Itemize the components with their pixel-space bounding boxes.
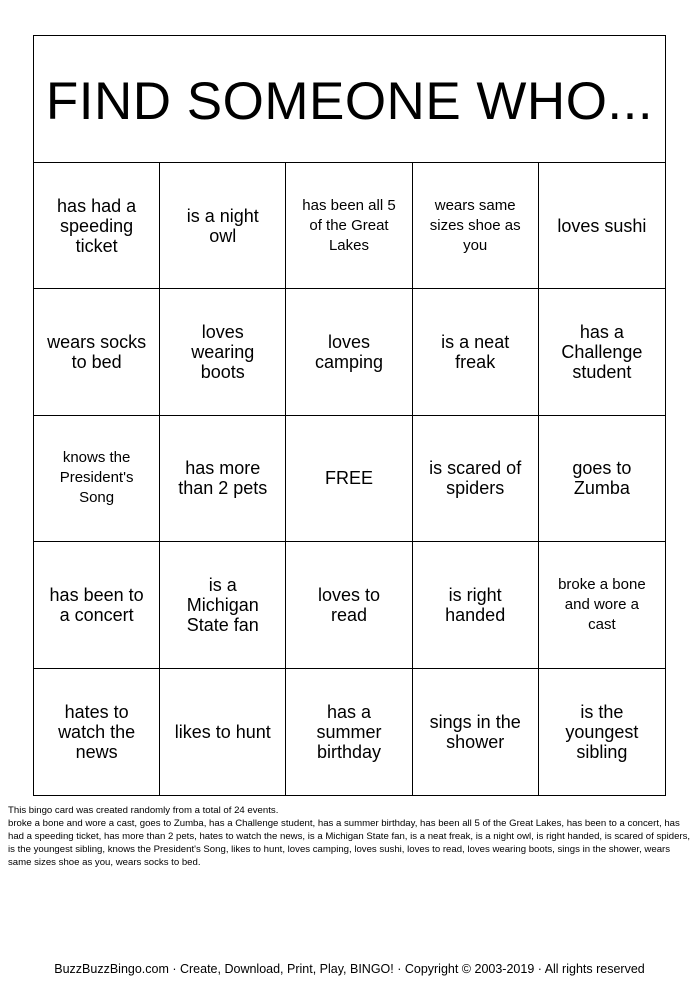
bingo-cell [160, 542, 286, 668]
cell-text: is a night owl [186, 205, 259, 246]
cell-text: wears socks to bed [47, 332, 147, 373]
bingo-cell [413, 163, 539, 289]
cell-text: likes to hunt [174, 721, 271, 742]
bingo-cell [160, 289, 286, 415]
bingo-cell [34, 416, 160, 542]
cell-text: is a neat freak [441, 332, 510, 373]
card-title: FIND SOMEONE WHO... [34, 36, 665, 163]
cell-text: loves to read [317, 584, 380, 625]
bingo-cell [539, 163, 665, 289]
cell-text: has a Challenge student [561, 322, 643, 383]
cell-text: has more than 2 pets [178, 458, 268, 499]
cell-text: goes to Zumba [572, 458, 632, 499]
bingo-cell [160, 163, 286, 289]
bingo-cell [413, 669, 539, 795]
cell-text: is a Michigan State fan [186, 574, 259, 635]
bingo-cell [286, 163, 412, 289]
bingo-cell [286, 669, 412, 795]
bingo-cell [34, 669, 160, 795]
cell-text: sings in the shower [429, 711, 521, 752]
bingo-cell [539, 416, 665, 542]
free-space-cell [286, 416, 412, 542]
bingo-cell [413, 416, 539, 542]
card-info [8, 804, 692, 869]
cell-text: loves wearing boots [191, 322, 255, 383]
bingo-cell [286, 542, 412, 668]
footer-copyright: BuzzBuzzBingo.com · Create, Download, Print, Play, BINGO! · Copyright © 2003-2019 · All rights reserved [54, 962, 645, 976]
cell-text: FREE [324, 468, 373, 489]
bingo-cell [34, 163, 160, 289]
bingo-cell [539, 289, 665, 415]
cell-text: loves camping [314, 332, 383, 373]
bingo-cell [160, 416, 286, 542]
bingo-cell [539, 542, 665, 668]
cell-text: wears same sizes shoe as you [429, 196, 521, 254]
cell-text: hates to watch the news [58, 701, 136, 762]
cell-text: has been all 5 of the Great Lakes [302, 196, 396, 254]
cell-text: loves sushi [557, 215, 647, 236]
cell-text: is scared of spiders [429, 458, 522, 499]
bingo-cell [539, 669, 665, 795]
bingo-cell [34, 289, 160, 415]
cell-text: knows the President's Song [59, 449, 134, 507]
bingo-cell [413, 542, 539, 668]
bingo-cell [413, 289, 539, 415]
cell-text: is the youngest sibling [565, 701, 639, 762]
info-summary: This bingo card was created randomly from a total of 24 events. [8, 805, 279, 816]
cell-text: broke a bone and wore a cast [558, 575, 646, 633]
cell-text: has had a speeding ticket [57, 195, 137, 256]
bingo-cell [34, 542, 160, 668]
cell-text: is right handed [445, 584, 506, 625]
bingo-grid [34, 163, 665, 795]
bingo-cell [160, 669, 286, 795]
cell-text: has been to a concert [49, 584, 144, 625]
bingo-cell [286, 289, 412, 415]
cell-text: has a summer birthday [316, 701, 382, 762]
info-event-list: broke a bone and wore a cast, goes to Zumba, has a Challenge student, has a summer birthday, has been all 5 of the Great Lakes, has been to a concert, has had a speeding ticket, has more than 2 pets, hates to watch the news, is a Michigan State fan, is a neat freak, is a night owl, is right handed, is scared of spiders, is the youngest sibling, knows the President's Song, likes to hunt, loves camping, loves sushi, loves to read, loves wearing boots, sings in the shower, wears same sizes shoe as you, wears socks to bed. [8, 818, 691, 868]
bingo-card [33, 35, 666, 796]
